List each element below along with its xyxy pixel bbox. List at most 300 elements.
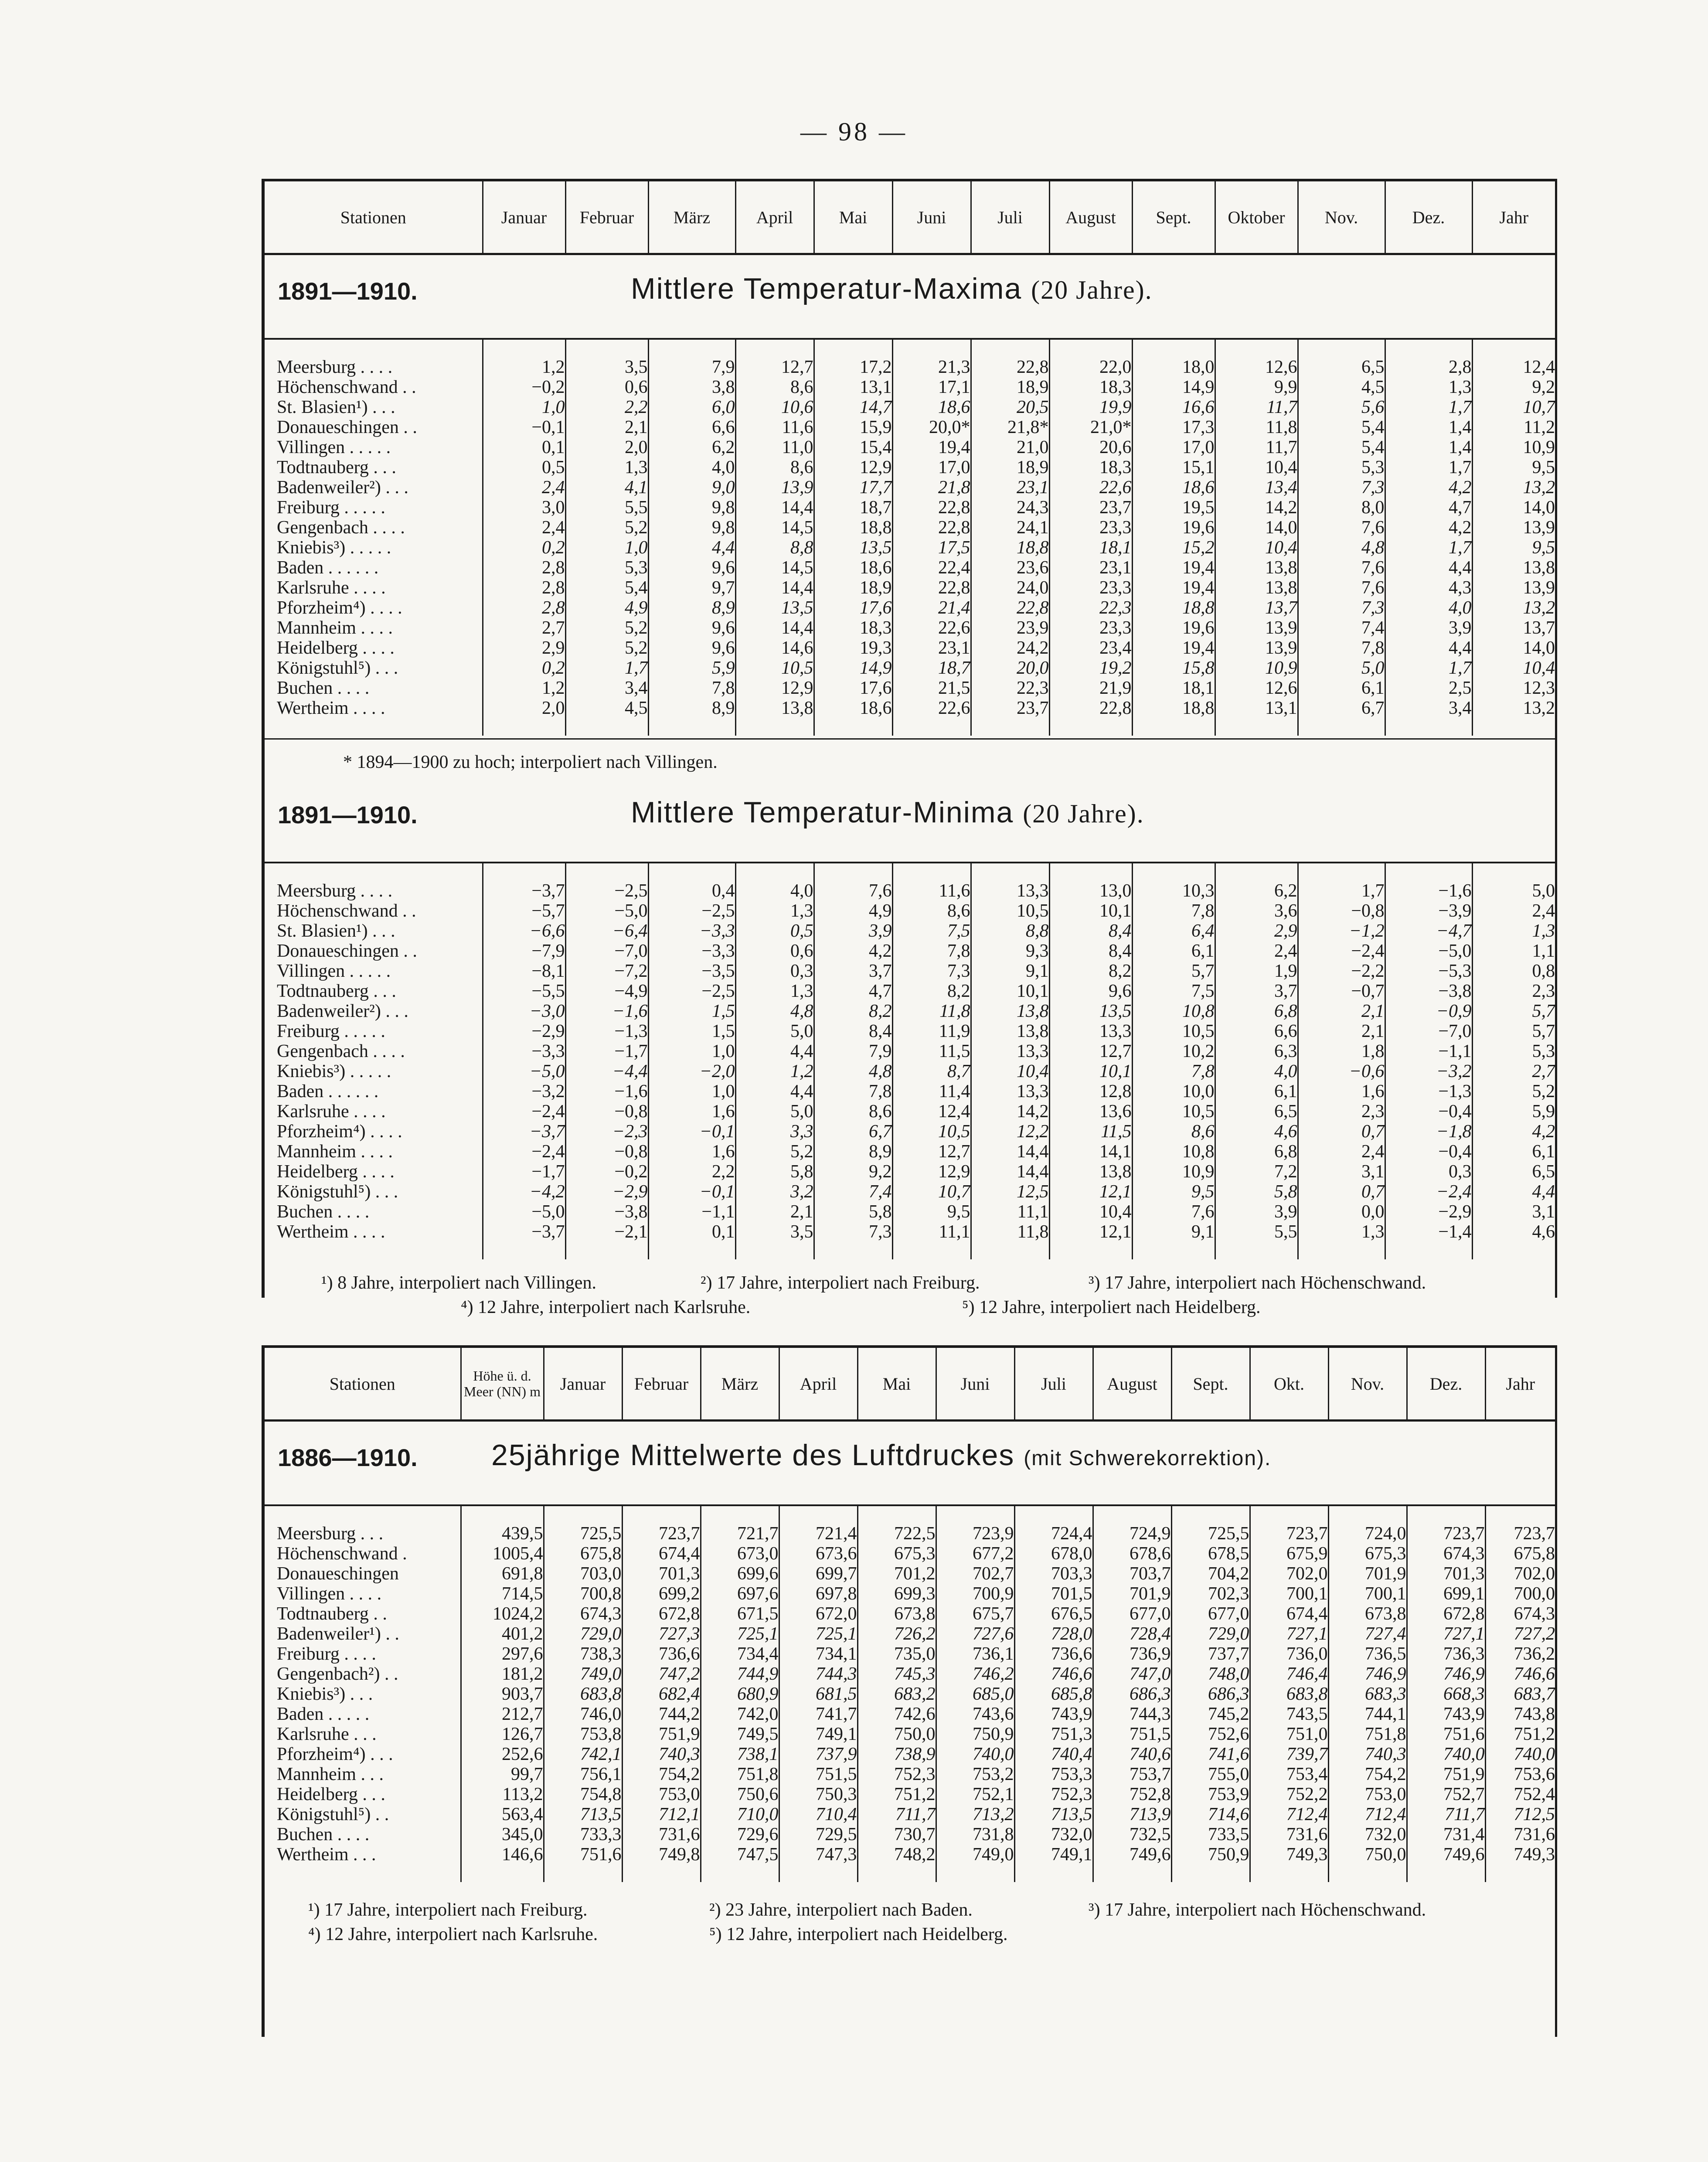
month-value: 3,6 [1215,901,1298,921]
station-name: Freiburg . . . . . [265,498,483,518]
month-value: 749,5 [701,1724,779,1744]
month-value: 726,2 [857,1624,936,1644]
month-value: 5,2 [565,638,648,658]
month-value: 0,3 [1385,1162,1472,1182]
month-value: 2,8 [483,598,565,618]
month-value: −1,7 [565,1041,648,1061]
table-row [265,981,1555,1001]
month-value: 11,5 [892,1041,971,1061]
pressure-footnote-2: ²) 23 Jahre, interpoliert nach Baden. [709,1900,973,1920]
month-value: 5,8 [814,1202,892,1222]
temperature-header-row [265,181,1555,254]
month-value: 12,6 [1215,678,1298,698]
minima-footnote-4: ⁴) 12 Jahre, interpoliert nach Karlsruhe. [461,1297,751,1317]
month-value: 9,6 [648,638,735,658]
spacer-cell [1328,1506,1407,1524]
spacer-cell [971,718,1049,736]
month-value: −2,4 [1298,941,1385,961]
month-value: 6,1 [1132,941,1215,961]
month-value: 0,1 [648,1222,735,1242]
month-value: 8,4 [814,1021,892,1041]
month-value: 8,8 [735,538,814,558]
month-value: −5,0 [483,1061,565,1081]
spacer-cell [461,1506,544,1524]
station-name: Kniebis³) . . . . . [265,1061,483,1081]
table-row [265,1142,1555,1162]
month-value: 3,7 [1215,981,1298,1001]
month-value: 8,6 [735,457,814,477]
month-value: −3,9 [1385,901,1472,921]
month-value: 723,7 [622,1524,701,1544]
month-value: 10,1 [971,981,1049,1001]
spacer-cell [1093,1865,1171,1882]
month-value: 713,2 [936,1804,1014,1824]
year-value: 5,3 [1532,1041,1555,1061]
page-number: — 98 — [800,117,908,146]
spacer-cell [1049,340,1132,357]
month-value: 8,7 [892,1061,971,1081]
station-name: Todtnauberg . . [265,1604,461,1624]
month-value: 22,4 [892,558,971,578]
station-name: Todtnauberg . . . [265,457,483,477]
table-row [265,1544,1555,1564]
month-value: 22,3 [971,678,1049,698]
month-value: 723,7 [1250,1524,1328,1544]
header-month: August [1093,1348,1171,1421]
spacer-cell [1407,1506,1485,1524]
month-value: 15,2 [1132,538,1215,558]
month-value: 4,4 [1385,638,1472,658]
table-row [265,698,1555,718]
month-value: 740,4 [1014,1744,1093,1764]
month-value: 3,9 [1385,618,1472,638]
month-value: 5,4 [1298,437,1385,457]
month-value: 5,3 [565,558,648,578]
month-value: 18,9 [971,457,1049,477]
station-name: Meersburg . . . . [265,357,483,377]
table-row [265,1744,1555,1764]
year-value: 5,9 [1532,1101,1555,1122]
table-row [265,1001,1555,1021]
spacer-cell [648,863,735,881]
month-value: 4,4 [648,538,735,558]
month-value: 1,0 [648,1041,735,1061]
station-height: 113,2 [461,1784,544,1804]
month-value: −7,9 [483,941,565,961]
spacer-cell [622,1506,701,1524]
table-row [265,1664,1555,1684]
table-row [265,1644,1555,1664]
month-value: 742,1 [544,1744,622,1764]
month-value: 5,0 [735,1101,814,1122]
month-value: 4,3 [1385,578,1472,598]
month-value: 2,4 [483,477,565,498]
month-value: 13,9 [1215,638,1298,658]
month-value: 1,4 [1385,417,1472,437]
month-value: 11,9 [892,1021,971,1041]
spacer-cell [857,1865,936,1882]
month-value: 739,7 [1250,1744,1328,1764]
month-value: 8,9 [814,1142,892,1162]
month-value: 13,8 [971,1021,1049,1041]
month-value: 8,4 [1049,921,1132,941]
month-value: 7,6 [1298,578,1385,598]
month-value: 1,0 [565,538,648,558]
month-value: 13,3 [971,1081,1049,1101]
spacer-row [265,1242,1555,1259]
month-value: −1,3 [1385,1081,1472,1101]
month-value: 4,9 [814,901,892,921]
month-value: −1,6 [565,1081,648,1101]
month-value: 18,8 [971,538,1049,558]
year-value: 674,3 [1514,1604,1555,1624]
month-value: 673,6 [779,1544,857,1564]
year-value: 13,9 [1523,578,1555,598]
month-value: 1,7 [1385,397,1472,417]
month-value: 22,8 [971,357,1049,377]
spacer-cell [1132,718,1215,736]
month-value: 2,1 [565,417,648,437]
month-value: −5,0 [1385,941,1472,961]
month-value: −1,1 [648,1202,735,1222]
station-height: 297,6 [461,1644,544,1664]
month-value: 11,1 [971,1202,1049,1222]
month-value: −3,7 [483,1222,565,1242]
pressure-footnote-5: ⁵) 12 Jahre, interpoliert nach Heidelberg. [709,1924,1008,1944]
temperature-header-table [265,181,1555,255]
month-value: 19,9 [1049,397,1132,417]
month-value: 700,1 [1328,1584,1407,1604]
month-value: 10,9 [1215,658,1298,678]
table-row [265,538,1555,558]
month-value: 7,5 [892,921,971,941]
header-month: Februar [565,181,648,254]
month-value: 8,2 [814,1001,892,1021]
spacer-cell [1485,1506,1555,1524]
spacer-cell [814,340,892,357]
spacer-cell [1298,340,1385,357]
month-value: 4,8 [1298,538,1385,558]
month-value: 737,9 [779,1744,857,1764]
table-row [265,1845,1555,1865]
month-value: 751,5 [1093,1724,1171,1744]
spacer-cell [1014,1506,1093,1524]
station-name: Höchenschwand . [265,1544,461,1564]
month-value: 15,9 [814,417,892,437]
month-value: −0,1 [648,1122,735,1142]
spacer-row [265,718,1555,736]
month-value: 751,9 [622,1724,701,1744]
table-row [265,518,1555,538]
month-value: 11,7 [1215,437,1298,457]
month-value: 723,7 [1407,1524,1485,1544]
header-month: Nov. [1298,181,1385,254]
month-value: 734,1 [779,1644,857,1664]
month-value: 3,0 [483,498,565,518]
maxima-note: * 1894—1900 zu hoch; interpoliert nach Villingen. [343,752,718,772]
month-value: 724,9 [1093,1524,1171,1544]
month-value: −0,7 [1298,981,1385,1001]
minima-period: 1891—1910. [278,801,418,829]
month-value: 8,2 [1049,961,1132,981]
spacer-cell [857,1506,936,1524]
station-name: Meersburg . . . . [265,881,483,901]
table-row [265,941,1555,961]
pressure-section-title [265,1422,1555,1506]
maxima-table [265,340,1555,736]
month-value: −3,3 [648,941,735,961]
spacer-cell [648,718,735,736]
month-value: 749,3 [1250,1845,1328,1865]
month-value: 11,8 [1215,417,1298,437]
month-value: 2,8 [1385,357,1472,377]
month-value: 14,4 [971,1142,1049,1162]
month-value: 12,7 [1049,1041,1132,1061]
month-value: 9,6 [648,618,735,638]
month-value: 733,5 [1171,1824,1250,1845]
month-value: 9,8 [648,518,735,538]
year-value: 749,3 [1514,1845,1555,1865]
spacer-cell [483,863,565,881]
month-value: 727,4 [1328,1624,1407,1644]
month-value: 18,9 [814,578,892,598]
month-value: 682,4 [622,1684,701,1704]
month-value: 6,3 [1215,1041,1298,1061]
month-value: 15,4 [814,437,892,457]
table-row [265,1122,1555,1142]
month-value: 746,2 [936,1664,1014,1684]
month-value: 7,3 [1298,598,1385,618]
month-value: 733,3 [544,1824,622,1845]
month-value: 4,2 [1385,518,1472,538]
year-value: 13,9 [1523,518,1555,538]
month-value: 10,1 [1049,1061,1132,1081]
month-value: 702,3 [1171,1584,1250,1604]
month-value: 6,4 [1132,921,1215,941]
month-value: 22,0 [1049,357,1132,377]
month-value: 1,4 [1385,437,1472,457]
month-value: 4,7 [1385,498,1472,518]
month-value: 699,6 [701,1564,779,1584]
header-month: Sept. [1171,1348,1250,1421]
month-value: 7,6 [814,881,892,901]
month-value: 18,8 [814,518,892,538]
month-value: −0,6 [1298,1061,1385,1081]
month-value: 7,3 [1298,477,1385,498]
year-value: 743,8 [1514,1704,1555,1724]
month-value: 701,2 [857,1564,936,1584]
station-name: Villingen . . . . . [265,961,483,981]
month-value: 747,2 [622,1664,701,1684]
month-value: 711,7 [1407,1804,1485,1824]
month-value: 14,4 [971,1162,1049,1182]
month-value: −5,0 [565,901,648,921]
header-month: März [701,1348,779,1421]
month-value: 700,1 [1250,1584,1328,1604]
month-value: 746,6 [1014,1664,1093,1684]
spacer-cell [1215,340,1298,357]
month-value: 7,4 [814,1182,892,1202]
station-name: Karlsruhe . . . . [265,578,483,598]
month-value: 8,6 [892,901,971,921]
month-value: 731,8 [936,1824,1014,1845]
station-name: Pforzheim⁴) . . . [265,1744,461,1764]
station-name: Wertheim . . . . [265,1222,483,1242]
month-value: −5,5 [483,981,565,1001]
month-value: 9,7 [648,578,735,598]
month-value: 683,3 [1328,1684,1407,1704]
month-value: 21,3 [892,357,971,377]
month-value: 754,2 [622,1764,701,1784]
month-value: 8,9 [648,598,735,618]
month-value: 744,3 [1093,1704,1171,1724]
month-value: 10,9 [1132,1162,1215,1182]
month-value: 749,8 [622,1845,701,1865]
month-value: −3,8 [565,1202,648,1222]
month-value: 1,2 [735,1061,814,1081]
month-value: 17,6 [814,598,892,618]
month-value: 701,5 [1014,1584,1093,1604]
month-value: 4,1 [565,477,648,498]
month-value: 754,8 [544,1784,622,1804]
month-value: 14,4 [735,578,814,598]
month-value: 5,8 [1215,1182,1298,1202]
month-value: −1,6 [1385,881,1472,901]
table-row [265,881,1555,901]
month-value: 6,0 [648,397,735,417]
spacer-cell [1171,1506,1250,1524]
header-month: Dez. [1407,1348,1485,1421]
spacer-cell [1472,340,1555,357]
month-value: 748,0 [1171,1664,1250,1684]
spacer-cell [892,718,971,736]
table-row [265,1041,1555,1061]
month-value: 6,2 [648,437,735,457]
spacer-cell [622,1865,701,1882]
month-value: 23,1 [892,638,971,658]
month-value: 2,2 [565,397,648,417]
table-row [265,921,1555,941]
table-row [265,1182,1555,1202]
month-value: 675,3 [857,1544,936,1564]
month-value: 744,1 [1328,1704,1407,1724]
month-value: 14,1 [1049,1142,1132,1162]
month-value: 697,6 [701,1584,779,1604]
month-value: 683,8 [544,1684,622,1704]
year-value: 2,3 [1532,981,1555,1001]
month-value: −2,9 [483,1021,565,1041]
month-value: 672,8 [1407,1604,1485,1624]
month-value: 20,5 [971,397,1049,417]
month-value: 753,8 [544,1724,622,1744]
month-value: 751,9 [1407,1764,1485,1784]
month-value: 4,7 [814,981,892,1001]
month-value: 18,3 [1049,377,1132,397]
month-value: 740,3 [1328,1744,1407,1764]
table-row [265,1804,1555,1824]
month-value: 752,8 [1093,1784,1171,1804]
month-value: −5,7 [483,901,565,921]
month-value: 21,4 [892,598,971,618]
month-value: 8,6 [735,377,814,397]
month-value: 12,1 [1049,1182,1132,1202]
month-value: 686,3 [1093,1684,1171,1704]
header-month: Nov. [1328,1348,1407,1421]
month-value: 7,6 [1298,558,1385,578]
month-value: 728,4 [1093,1624,1171,1644]
month-value: −3,5 [648,961,735,981]
year-value: 700,0 [1514,1584,1555,1604]
month-value: 24,2 [971,638,1049,658]
month-value: 11,0 [735,437,814,457]
spacer-cell [648,340,735,357]
month-value: 21,8 [892,477,971,498]
pressure-frame [262,1345,1557,2037]
month-value: −4,7 [1385,921,1472,941]
year-value: 14,0 [1523,638,1555,658]
header-month: Oktober [1215,181,1298,254]
month-value: 4,9 [565,598,648,618]
month-value: 2,3 [1298,1101,1385,1122]
month-value: −4,9 [565,981,648,1001]
month-value: 14,9 [1132,377,1215,397]
month-value: 745,3 [857,1664,936,1684]
month-value: 727,6 [936,1624,1014,1644]
month-value: 674,4 [1250,1604,1328,1624]
month-value: 24,3 [971,498,1049,518]
spacer-cell [265,340,483,357]
month-value: 699,3 [857,1584,936,1604]
month-value: 7,8 [648,678,735,698]
month-value: 8,6 [1132,1122,1215,1142]
pressure-table [265,1506,1555,1882]
month-value: 10,1 [1049,901,1132,921]
month-value: −2,3 [565,1122,648,1142]
station-name: Wertheim . . . [265,1845,461,1865]
month-value: 5,2 [565,518,648,538]
month-value: 749,1 [779,1724,857,1744]
spacer-cell [1049,863,1132,881]
month-value: 752,1 [936,1784,1014,1804]
month-value: 5,6 [1298,397,1385,417]
month-value: 10,5 [735,658,814,678]
month-value: 23,7 [1049,498,1132,518]
month-value: 721,4 [779,1524,857,1544]
spacer-cell [892,1242,971,1259]
year-value: 746,6 [1514,1664,1555,1684]
month-value: 14,7 [814,397,892,417]
table-row [265,1624,1555,1644]
month-value: 753,7 [1093,1764,1171,1784]
month-value: 2,1 [1298,1001,1385,1021]
spacer-cell [1250,1865,1328,1882]
month-value: 699,7 [779,1564,857,1584]
year-value: 683,7 [1514,1684,1555,1704]
month-value: 725,5 [544,1524,622,1544]
table-row [265,1584,1555,1604]
month-value: 0,2 [483,658,565,678]
month-value: 738,1 [701,1744,779,1764]
spacer-cell [565,863,648,881]
month-value: 10,5 [1132,1101,1215,1122]
station-name: Donaueschingen . . [265,941,483,961]
spacer-cell [1215,718,1298,736]
station-name: Donaueschingen . . [265,417,483,437]
month-value: 712,4 [1328,1804,1407,1824]
month-value: 7,3 [814,1222,892,1242]
month-value: 732,0 [1328,1824,1407,1845]
spacer-cell [1093,1506,1171,1524]
